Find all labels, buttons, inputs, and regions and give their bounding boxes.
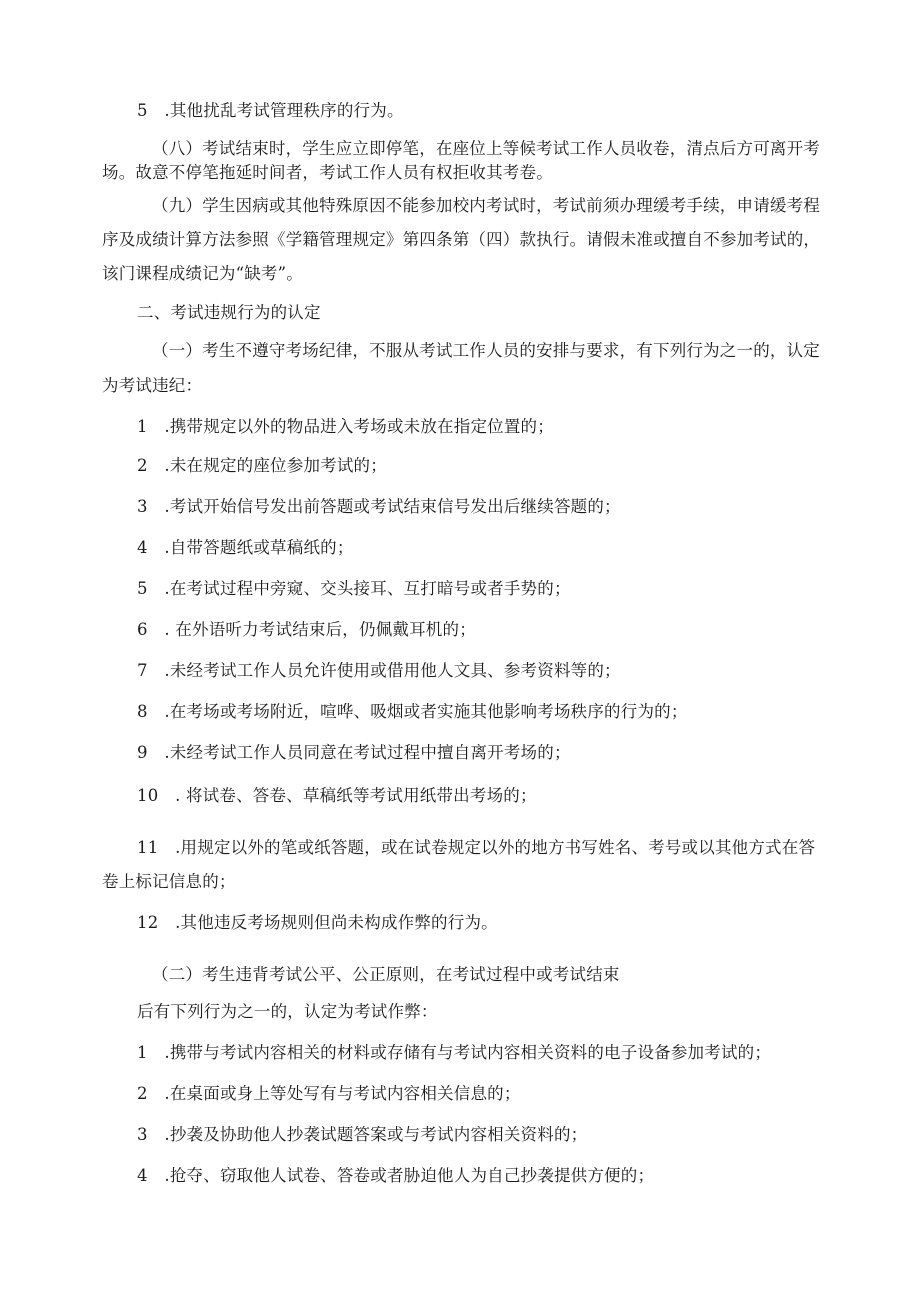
list-item: 3 .抄袭及协助他人抄袭试题答案或与考试内容相关资料的； [137, 1125, 588, 1144]
list-item: 5 .在考试过程中旁窥、交头接耳、互打暗号或者手势的； [137, 579, 571, 598]
list-item: 4 .自带答题纸或草稿纸的； [137, 538, 354, 557]
list-item: 1 .携带规定以外的物品进入考场或未放在指定位置的； [137, 417, 554, 436]
list-item: 6 . 在外语听力考试结束后，仍佩戴耳机的； [137, 620, 476, 639]
list-item: 7 .未经考试工作人员允许使用或借用他人文具、参考资料等的； [137, 661, 621, 680]
list-item: 3 .考试开始信号发出前答题或考试结束信号发出后继续答题的； [137, 497, 621, 516]
list-item: 12 .其他违反考场规则但尚未构成作弊的行为。 [137, 913, 498, 932]
list-item: 10 . 将试卷、答卷、草稿纸等考试用纸带出考场的； [137, 786, 537, 805]
list-item: 9 .未经考试工作人员同意在考试过程中擅自离开考场的； [137, 743, 571, 762]
paragraph-line: 该门课程成绩记为“缺考”。 [102, 264, 303, 283]
paragraph-line: 序及成绩计算方法参照《学籍管理规定》第四条第（四）款执行。请假未准或擅自不参加考试的， [102, 230, 821, 249]
list-item-continuation: 卷上标记信息的； [102, 872, 236, 891]
list-item: 2 .在桌面或身上等处写有与考试内容相关信息的； [137, 1084, 521, 1103]
list-item: 1 .携带与考试内容相关的材料或存储有与考试内容相关资料的电子设备参加考试的； [137, 1043, 772, 1062]
paragraph-line: 后有下列行为之一的，认定为考试作弊： [137, 1002, 438, 1021]
list-item: 4 .抢夺、窃取他人试卷、答卷或者胁迫他人为自己抄袭提供方便的； [137, 1166, 655, 1185]
paragraph-line: 为考试违纪： [102, 376, 203, 395]
paragraph-line: （一）考生不遵守考场纪律，不服从考试工作人员的安排与要求，有下列行为之一的，认定 [152, 341, 820, 360]
paragraph-line: （二）考生违背考试公平、公正原则，在考试过程中或考试结束 [152, 965, 620, 984]
paragraph-line: （八）考试结束时，学生应立即停笔，在座位上等候考试工作人员收卷，清点后方可离开考 [152, 139, 820, 158]
paragraph-line: 5 .其他扰乱考试管理秩序的行为。 [137, 101, 404, 120]
list-item: 11 .用规定以外的笔或纸答题，或在试卷规定以外的地方书写姓名、考号或以其他方式在答 [137, 838, 816, 857]
paragraph-line: 场。故意不停笔拖延时间者，考试工作人员有权拒收其考卷。 [102, 163, 553, 182]
section-heading: 二、考试违规行为的认定 [137, 303, 321, 322]
list-item: 8 .在考场或考场附近，喧哗、吸烟或者实施其他影响考场秩序的行为的； [137, 702, 688, 721]
paragraph-line: （九）学生因病或其他特殊原因不能参加校内考试时，考试前须办理缓考手续，申请缓考程 [152, 196, 820, 215]
list-item: 2 .未在规定的座位参加考试的； [137, 456, 387, 475]
